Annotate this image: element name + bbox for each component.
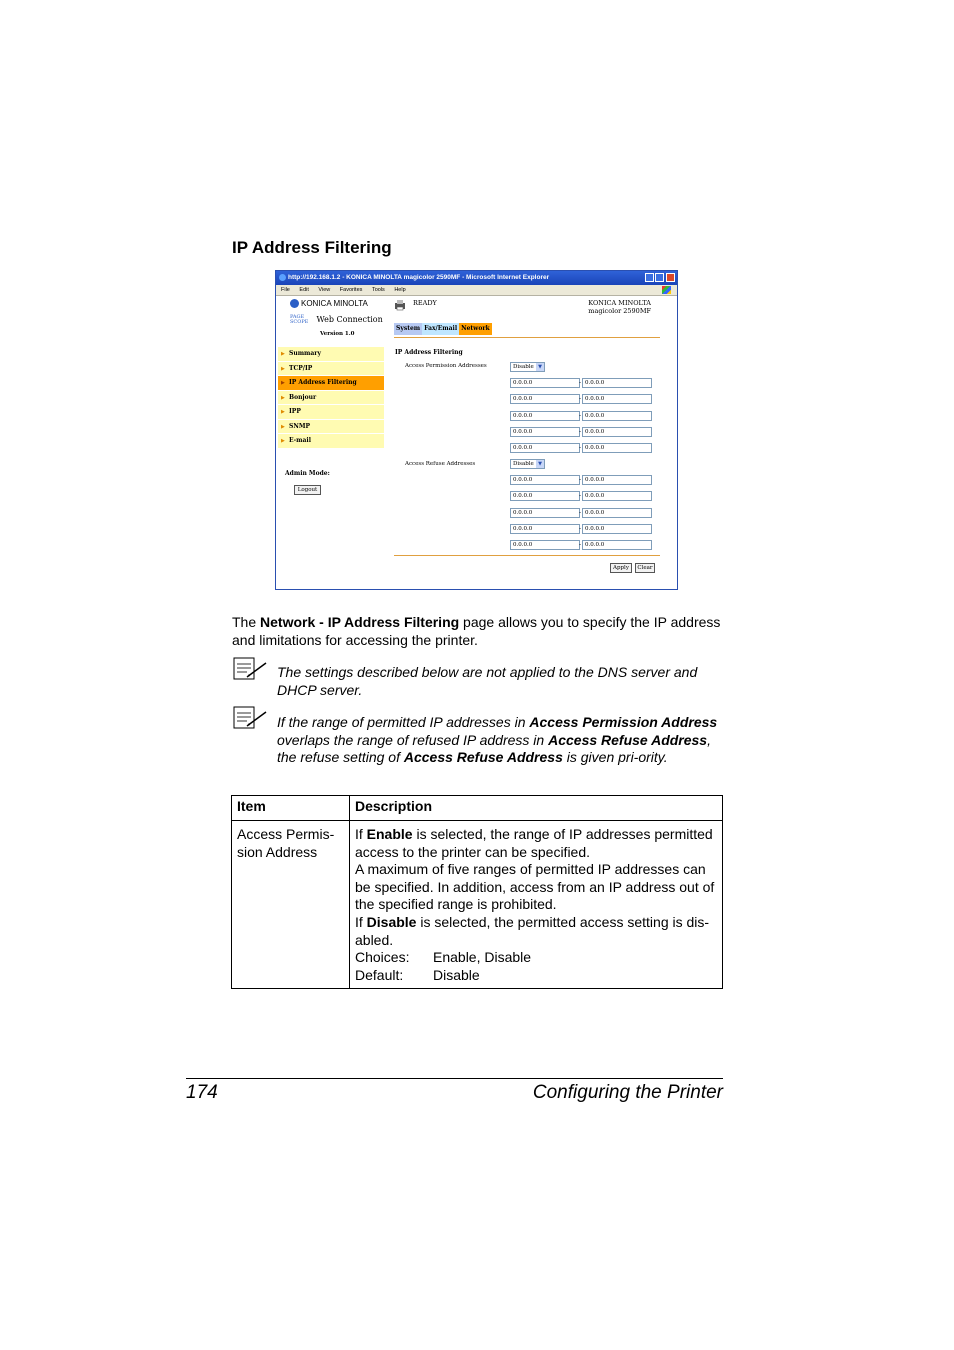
refuse-end-5[interactable]: 0.0.0.0 — [582, 540, 652, 550]
permission-range-3: 0.0.0.0 - 0.0.0.0 — [510, 411, 655, 421]
refuse-range-4: 0.0.0.0 - 0.0.0.0 — [510, 524, 655, 534]
form-bottom-line — [394, 555, 660, 556]
refuse-select[interactable]: Disable ▼ — [510, 459, 545, 469]
menu-file[interactable]: File — [281, 287, 290, 293]
sidebar-item-summary[interactable]: ▶ Summary — [278, 347, 384, 362]
permission-range-1: 0.0.0.0 - 0.0.0.0 — [510, 378, 655, 388]
arrow-icon: ▶ — [281, 365, 285, 372]
refuse-label: Access Refuse Addresses — [405, 461, 476, 467]
header-description: Description — [350, 796, 723, 821]
description-table — [231, 795, 723, 989]
permission-start-1[interactable]: 0.0.0.0 — [510, 378, 580, 388]
sidebar-item-snmp[interactable]: ▶ SNMP — [278, 420, 384, 435]
arrow-icon: ▶ — [281, 394, 285, 401]
printer-status-icon — [394, 299, 406, 311]
permission-end-3[interactable]: 0.0.0.0 — [582, 411, 652, 421]
chevron-down-icon: ▼ — [536, 460, 544, 468]
refuse-end-2[interactable]: 0.0.0.0 — [582, 491, 652, 501]
logout-button[interactable]: Logout — [294, 485, 321, 495]
permission-end-1[interactable]: 0.0.0.0 — [582, 378, 652, 388]
browser-titlebar — [276, 271, 677, 285]
page-number: 174 — [186, 1082, 218, 1103]
note-overlap: If the range of permitted IP addresses in Access Permission Address overlaps the range of refused IP address in Access Refuse Address, the refuse setting of Access Refuse Address is given pri-ority. — [277, 714, 718, 765]
note-icon — [233, 706, 269, 730]
globe-icon — [290, 299, 299, 308]
top-tabs — [394, 323, 492, 335]
arrow-icon: ▶ — [281, 409, 285, 415]
permission-range-5: 0.0.0.0 - 0.0.0.0 — [510, 443, 655, 453]
arrow-icon: ▶ — [281, 351, 285, 357]
printer-status: READY — [413, 299, 437, 307]
refuse-start-1[interactable]: 0.0.0.0 — [510, 475, 580, 485]
model-name: KONICA MINOLTA magicolor 2590MF — [588, 299, 651, 315]
cell-description — [350, 821, 723, 989]
permission-start-2[interactable]: 0.0.0.0 — [510, 394, 580, 404]
permission-end-2[interactable]: 0.0.0.0 — [582, 394, 652, 404]
admin-mode-label: Admin Mode: — [285, 470, 330, 477]
browser-window-screenshot — [275, 270, 678, 590]
arrow-icon: ▶ — [281, 380, 285, 386]
choices-row: Choices: Enable, Disable — [355, 949, 532, 966]
sidebar-nav — [278, 347, 384, 449]
sidebar-item-email[interactable]: ▶ E-mail — [278, 434, 384, 449]
permission-start-3[interactable]: 0.0.0.0 — [510, 411, 580, 421]
intro-paragraph: The Network - IP Address Filtering page allows you to specify the IP address and limitations for accessing the printer. — [232, 614, 721, 648]
menu-edit[interactable]: Edit — [299, 287, 309, 293]
note-icon — [233, 657, 269, 681]
maximize-icon[interactable] — [655, 273, 664, 282]
close-icon[interactable] — [666, 273, 675, 282]
sidebar-item-ip-address-filtering[interactable]: ▶ IP Address Filtering — [278, 376, 384, 391]
browser-menubar — [276, 285, 677, 296]
table-header-row — [232, 796, 723, 821]
refuse-end-4[interactable]: 0.0.0.0 — [582, 524, 652, 534]
sidebar-item-ipp[interactable]: ▶ IPP — [278, 405, 384, 420]
desc-disable: If Disable is selected, the permitted access setting is dis-abled. — [355, 913, 710, 948]
arrow-icon: ▶ — [281, 423, 285, 430]
web-connection-label: Web Connection — [316, 315, 383, 324]
refuse-start-2[interactable]: 0.0.0.0 — [510, 491, 580, 501]
brand-logo: KONICA MINOLTA — [290, 299, 368, 308]
default-row: Default: Disable — [355, 966, 480, 983]
arrow-icon: ▶ — [281, 438, 285, 444]
clear-button[interactable]: Clear — [635, 563, 655, 573]
minimize-icon[interactable] — [645, 273, 654, 282]
tab-fax-email[interactable]: Fax/Email — [422, 323, 459, 335]
footer-title: Configuring the Printer — [532, 1082, 723, 1103]
windows-logo-icon — [662, 286, 671, 294]
refuse-range-2: 0.0.0.0 - 0.0.0.0 — [510, 491, 655, 501]
permission-start-4[interactable]: 0.0.0.0 — [510, 427, 580, 437]
section-title: IP Address Filtering — [232, 238, 392, 257]
sidebar-item-tcpip[interactable]: ▶ TCP/IP — [278, 362, 384, 377]
permission-select[interactable]: Disable ▼ — [510, 362, 545, 372]
refuse-end-3[interactable]: 0.0.0.0 — [582, 508, 652, 518]
menu-tools[interactable]: Tools — [371, 287, 385, 293]
menu-view[interactable]: View — [318, 287, 331, 293]
version-label: Version 1.0 — [320, 331, 355, 337]
pagescope-logo — [290, 315, 383, 325]
tab-network[interactable]: Network — [459, 323, 492, 335]
permission-end-4[interactable]: 0.0.0.0 — [582, 427, 652, 437]
footer-rule — [186, 1078, 723, 1079]
refuse-end-1[interactable]: 0.0.0.0 — [582, 475, 652, 485]
header-item: Item — [232, 796, 350, 821]
refuse-range-3: 0.0.0.0 - 0.0.0.0 — [510, 508, 655, 518]
table-row — [232, 821, 723, 989]
tab-system[interactable]: System — [394, 323, 422, 335]
permission-label: Access Permission Addresses — [405, 363, 487, 369]
permission-range-4: 0.0.0.0 - 0.0.0.0 — [510, 427, 655, 437]
form-title: IP Address Filtering — [395, 349, 463, 356]
refuse-range-1: 0.0.0.0 - 0.0.0.0 — [510, 475, 655, 485]
note-dns-dhcp: The settings described below are not applied to the DNS server and DHCP server. — [277, 664, 698, 698]
permission-end-5[interactable]: 0.0.0.0 — [582, 443, 652, 453]
permission-range-2: 0.0.0.0 - 0.0.0.0 — [510, 394, 655, 404]
apply-button[interactable]: Apply — [610, 563, 632, 573]
chevron-down-icon: ▼ — [536, 363, 544, 371]
sidebar-item-bonjour[interactable]: ▶ Bonjour — [278, 391, 384, 406]
menu-favorites[interactable]: Favorites — [339, 287, 363, 293]
refuse-start-3[interactable]: 0.0.0.0 — [510, 508, 580, 518]
desc-max-ranges: A maximum of five ranges of permitted IP addresses can be specified. In addition, access from an IP address out of the specified range is prohibited. — [355, 861, 715, 913]
permission-start-5[interactable]: 0.0.0.0 — [510, 443, 580, 453]
desc-enable: If Enable is selected, the range of IP addresses permitted access to the printer can be specified. — [355, 826, 713, 860]
refuse-range-5: 0.0.0.0 - 0.0.0.0 — [510, 540, 655, 550]
ie-icon — [279, 274, 286, 281]
browser-title: http://192.168.1.2 - KONICA MINOLTA magicolor 2590MF - Microsoft Internet Explorer — [288, 274, 550, 281]
tab-underline — [394, 337, 660, 338]
cell-item: Access Permis-sion Address — [232, 821, 350, 989]
refuse-start-4[interactable]: 0.0.0.0 — [510, 524, 580, 534]
refuse-start-5[interactable]: 0.0.0.0 — [510, 540, 580, 550]
menu-help[interactable]: Help — [394, 287, 406, 293]
pagescope-badge: PAGE SCOPE — [290, 314, 309, 325]
